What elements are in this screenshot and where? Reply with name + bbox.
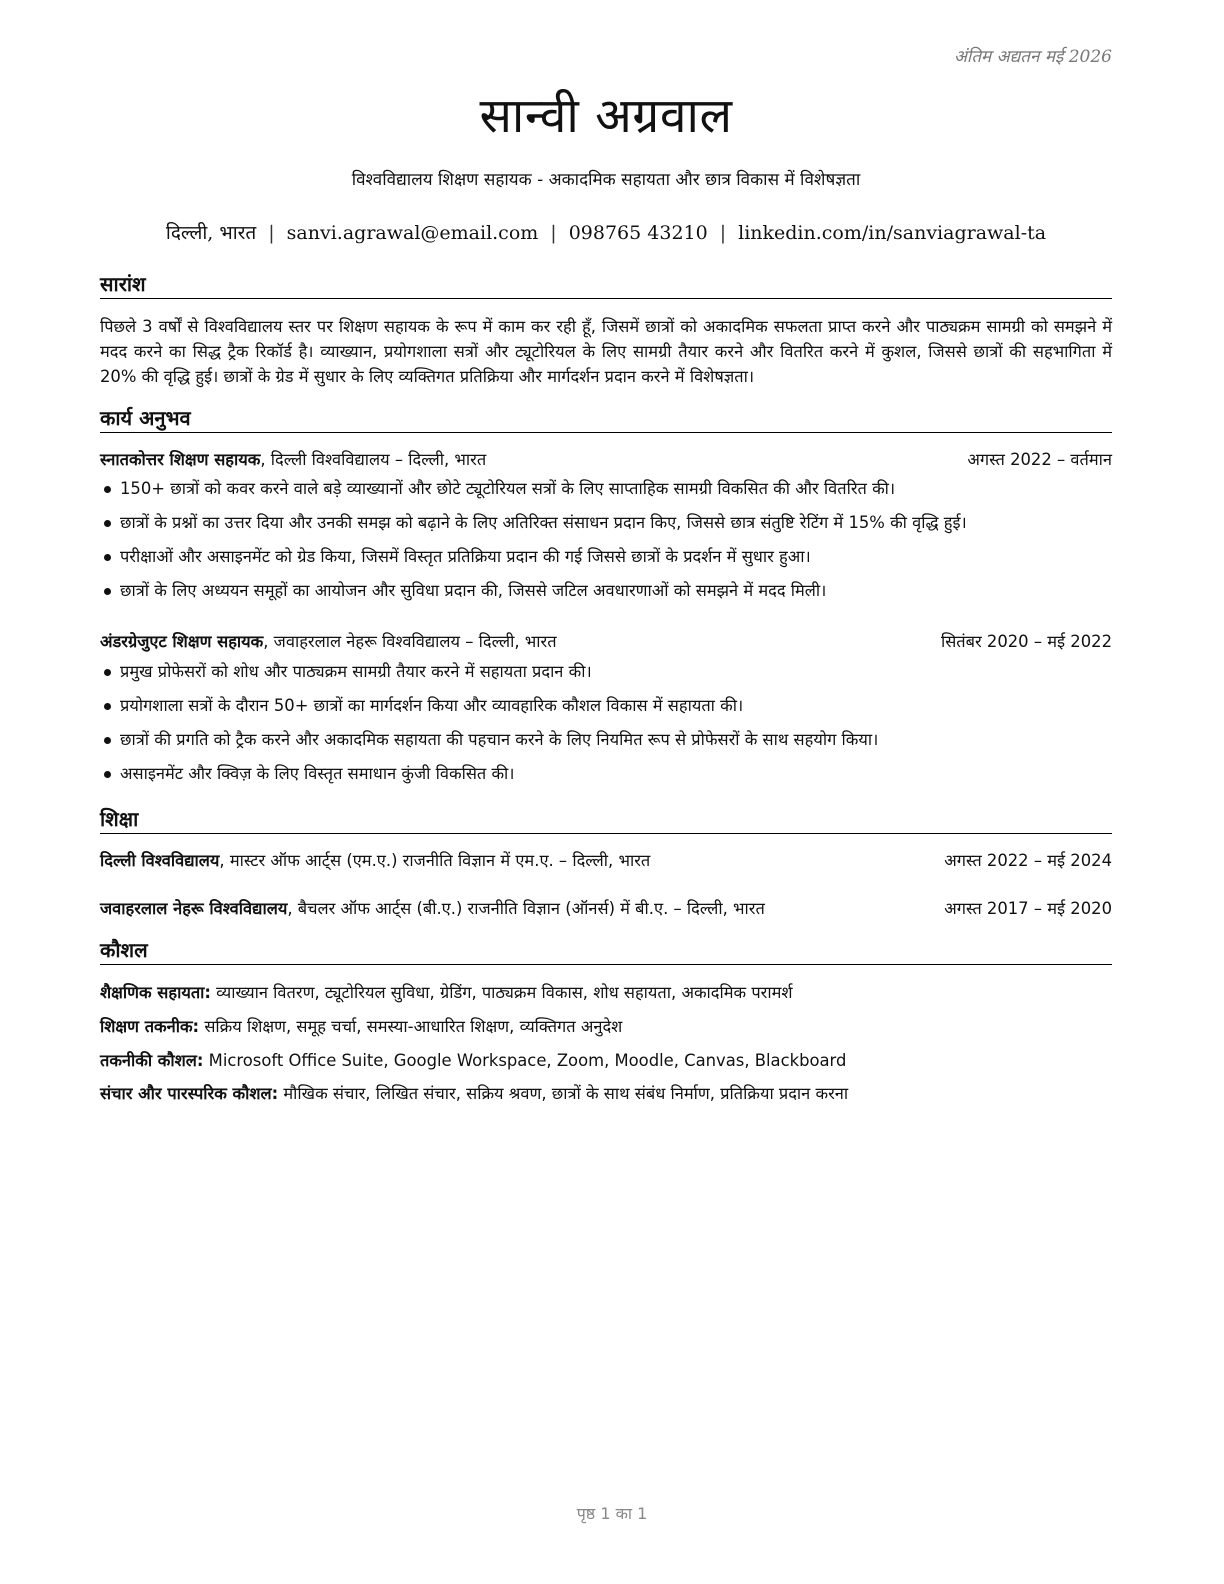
skill-label: तकनीकी कौशल: [100,1051,204,1070]
skill-label: संचार और पारस्परिक कौशल: [100,1084,279,1103]
list-item: असाइनमेंट और क्विज़ के लिए विस्तृत समाधान कुंजी विकसित की। [100,762,1112,796]
job-role: स्नातकोत्तर शिक्षण सहायक [100,450,261,469]
skill-line [100,1082,1112,1106]
section-title-skills: कौशल [100,938,1112,965]
education-school: दिल्ली विश्वविद्यालय [100,851,220,870]
section-title-experience: कार्य अनुभव [100,406,1112,433]
job-title-line [100,448,486,472]
skill-value: मौखिक संचार, लिखित संचार, सक्रिय श्रवण, छात्रों के साथ संबंध निर्माण, प्रतिक्रिया प्रदान करना [278,1084,849,1103]
list-item: छात्रों की प्रगति को ट्रैक करने और अकादमिक सहायता की पहचान करने के लिए नियमित रूप से प्रोफेसरों के साथ सहयोग किया। [100,728,1112,762]
contact-separator: | [268,222,275,244]
list-item: छात्रों के लिए अध्ययन समूहों का आयोजन और सुविधा प्रदान की, जिससे जटिल अवधारणाओं को समझने में मदद मिली। [100,579,1112,613]
summary-text: पिछले 3 वर्षों से विश्वविद्यालय स्तर पर शिक्षण सहायक के रूप में काम कर रही हूँ, जिसमें छात्रों को अकादमिक सफलता प्राप्त करने और पाठ्यक्रम सामग्री को समझने में मदद करने का सिद्ध ट्रैक रिकॉर्ड है। व्याख्यान, प्रयोगशाला सत्रों और ट्यूटोरियल के लिए सामग्री तैयार करने और वितरित करने में कुशल, जिससे छात्रों की सहभागिता में 20% की वृद्धि हुई। छात्रों के ग्रेड में सुधार के लिए व्यक्तिगत प्रतिक्रिया और मार्गदर्शन प्रदान करने में विशेषज्ञता। [100,317,1112,386]
contact-linkedin[interactable]: linkedin.com/in/sanviagrawal-ta [738,222,1047,244]
contact-email[interactable]: sanvi.agrawal@email.com [286,222,539,244]
job-dates: सितंबर 2020 – मई 2022 [940,632,1112,651]
contact-phone: 098765 43210 [568,222,708,244]
education-entry [100,849,1112,873]
section-title-education: शिक्षा [100,807,1112,834]
list-item: परीक्षाओं और असाइनमेंट को ग्रेड किया, जिसमें विस्तृत प्रतिक्रिया प्रदान की गई जिससे छात्रों के प्रदर्शन में सुधार हुआ। [100,545,1112,579]
skill-line [100,981,1112,1005]
contact-line [100,219,1112,245]
list-item: प्रयोगशाला सत्रों के दौरान 50+ छात्रों का मार्गदर्शन किया और व्यावहारिक कौशल विकास में सहायता की। [100,694,1112,728]
last-updated: अंतिम अद्यतन मई 2026 [953,47,1112,67]
job-role: अंडरग्रेजुएट शिक्षण सहायक [100,632,264,651]
contact-separator: | [719,222,727,244]
education-degree: , बैचलर ऑफ आर्ट्स (बी.ए.) राजनीति विज्ञान (ऑनर्स) में बी.ए. – दिल्ली, भारत [287,899,765,918]
skill-value: Microsoft Office Suite, Google Workspace, Zoom, Moodle, Canvas, Blackboard [203,1051,847,1070]
list-item: 150+ छात्रों को कवर करने वाले बड़े व्याख्यानों और छोटे ट्यूटोरियल सत्रों के लिए साप्ताहिक सामग्री विकसित की और वितरित की। [100,477,1112,511]
job-org: , दिल्ली विश्वविद्यालय – दिल्ली, भारत [260,450,487,469]
skill-line [100,1015,1112,1039]
education-dates: अगस्त 2017 – मई 2020 [944,899,1112,918]
job-header [100,448,1112,472]
job-title-line [100,630,557,654]
skill-value: सक्रिय शिक्षण, समूह चर्चा, समस्या-आधारित शिक्षण, व्यक्तिगत अनुदेश [199,1017,623,1036]
education-line [100,897,765,921]
list-item: प्रमुख प्रोफेसरों को शोध और पाठ्यक्रम सामग्री तैयार करने में सहायता प्रदान की। [100,660,1112,694]
job-bullets [100,477,1112,613]
page-number: पृष्ठ 1 का 1 [576,1504,648,1523]
list-item: छात्रों के प्रश्नों का उत्तर दिया और उनकी समझ को बढ़ाने के लिए अतिरिक्त संसाधन प्रदान किए, जिससे छात्र संतुष्टि रेटिंग में 15% की वृद्धि हुई। [100,511,1112,545]
education-entry [100,897,1112,921]
education-dates: अगस्त 2022 – मई 2024 [944,851,1112,870]
contact-location: दिल्ली, भारत [165,222,257,244]
job-header [100,630,1112,654]
headline: विश्वविद्यालय शिक्षण सहायक - अकादमिक सहायता और छात्र विकास में विशेषज्ञता [351,170,861,190]
job-dates: अगस्त 2022 – वर्तमान [967,450,1112,469]
skill-line [100,1049,1112,1073]
job-bullets [100,660,1112,796]
skill-label: शैक्षणिक सहायता: [100,983,211,1002]
education-line [100,849,650,873]
skill-label: शिक्षण तकनीक: [100,1017,200,1036]
job-org: , जवाहरलाल नेहरू विश्वविद्यालय – दिल्ली, भारत [263,632,557,651]
candidate-name: सान्वी अग्रवाल [479,88,733,144]
skill-value: व्याख्यान वितरण, ट्यूटोरियल सुविधा, ग्रेडिंग, पाठ्यक्रम विकास, शोध सहायता, अकादमिक परामर्श [210,983,793,1002]
education-school: जवाहरलाल नेहरू विश्वविद्यालय [100,899,288,918]
education-degree: , मास्टर ऑफ आर्ट्स (एम.ए.) राजनीति विज्ञान में एम.ए. – दिल्ली, भारत [219,851,651,870]
contact-separator: | [550,222,557,244]
section-title-summary: सारांश [100,272,1112,299]
